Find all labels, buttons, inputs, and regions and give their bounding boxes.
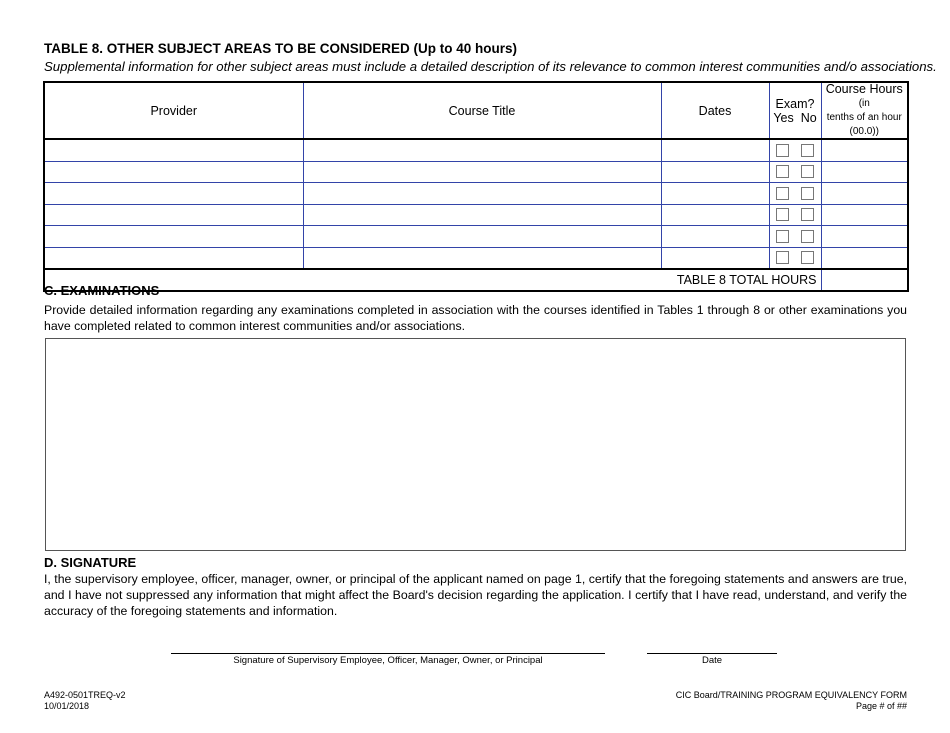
examinations-instructions: Provide detailed information regarding any examinations completed in association with the courses identified in Tables 1 through 8 or other examinations you have completed related to common interest communities and/or associations. <box>44 303 907 333</box>
table8-subtitle: Supplemental information for other subject areas must include a detailed description of its relevance to common interest communities and/o associations. <box>44 59 937 74</box>
course-title-cell[interactable] <box>303 183 661 205</box>
course-hours-label: Course Hours <box>825 82 903 96</box>
exam-yes-checkbox[interactable] <box>776 208 789 221</box>
course-title-cell[interactable] <box>303 161 661 183</box>
provider-cell[interactable] <box>44 183 303 205</box>
signature-statement: I, the supervisory employee, officer, manager, owner, or principal of the applicant named on page 1, certify that the foregoing statements and answers are true, and I have not suppressed any information that might affect the Board's decision regarding the application. I certify that I have read, understand, and verify the accuracy of the foregoing statements and information. <box>44 572 907 618</box>
dates-cell[interactable] <box>661 204 769 226</box>
dates-cell[interactable] <box>661 183 769 205</box>
table-row <box>44 161 908 183</box>
hours-cell[interactable] <box>821 247 908 269</box>
exam-cell <box>769 226 821 248</box>
exam-cell <box>769 204 821 226</box>
dates-cell[interactable] <box>661 247 769 269</box>
exam-cell <box>769 247 821 269</box>
hours-cell[interactable] <box>821 183 908 205</box>
exam-label: Exam? <box>775 96 815 111</box>
examinations-title: C. EXAMINATIONS <box>44 283 160 298</box>
dates-header: Dates <box>661 82 769 139</box>
course-title-cell[interactable] <box>303 139 661 161</box>
form-name: CIC Board/TRAINING PROGRAM EQUIVALENCY FORM <box>675 690 907 700</box>
table8 <box>43 81 909 292</box>
exam-cell <box>769 161 821 183</box>
exam-no-checkbox[interactable] <box>801 251 814 264</box>
dates-cell[interactable] <box>661 161 769 183</box>
exam-yes-label: Yes <box>773 110 794 125</box>
table-row <box>44 247 908 269</box>
form-date: 10/01/2018 <box>44 701 90 711</box>
table8-title: TABLE 8. OTHER SUBJECT AREAS TO BE CONSIDERED (Up to 40 hours) <box>44 41 518 56</box>
signature-line[interactable] <box>171 653 605 654</box>
provider-header: Provider <box>44 82 303 139</box>
exam-no-checkbox[interactable] <box>801 187 814 200</box>
exam-cell <box>769 183 821 205</box>
table-row <box>44 139 908 161</box>
hours-cell[interactable] <box>821 161 908 183</box>
course-hours-sub: tenths of an hour (00.0)) <box>826 112 902 137</box>
provider-cell[interactable] <box>44 139 303 161</box>
dates-cell[interactable] <box>661 139 769 161</box>
course-title-cell[interactable] <box>303 226 661 248</box>
table-row <box>44 204 908 226</box>
examinations-textarea[interactable] <box>45 338 906 551</box>
exam-no-label: No <box>800 110 817 125</box>
exam-yes-checkbox[interactable] <box>776 144 789 157</box>
table-row <box>44 226 908 248</box>
table-row <box>44 183 908 205</box>
provider-cell[interactable] <box>44 247 303 269</box>
provider-cell[interactable] <box>44 161 303 183</box>
exam-no-checkbox[interactable] <box>801 230 814 243</box>
exam-no-checkbox[interactable] <box>801 144 814 157</box>
dates-cell[interactable] <box>661 226 769 248</box>
page-number: Page # of ## <box>855 701 907 711</box>
hours-cell[interactable] <box>821 204 908 226</box>
exam-yes-checkbox[interactable] <box>776 230 789 243</box>
exam-no-checkbox[interactable] <box>801 208 814 221</box>
signature-title: D. SIGNATURE <box>44 555 137 570</box>
exam-no-checkbox[interactable] <box>801 165 814 178</box>
course-title-header: Course Title <box>303 82 661 139</box>
total-hours-cell[interactable] <box>821 269 908 291</box>
exam-yes-checkbox[interactable] <box>776 165 789 178</box>
form-code: A492-0501TREQ-v2 <box>44 690 126 700</box>
provider-cell[interactable] <box>44 226 303 248</box>
hours-cell[interactable] <box>821 226 908 248</box>
course-title-cell[interactable] <box>303 247 661 269</box>
course-hours-header <box>821 82 908 139</box>
exam-yes-checkbox[interactable] <box>776 251 789 264</box>
exam-header <box>769 82 821 139</box>
exam-cell <box>769 139 821 161</box>
date-line[interactable] <box>647 653 777 654</box>
total-row <box>44 269 908 291</box>
signature-label: Signature of Supervisory Employee, Officer, Manager, Owner, or Principal <box>233 655 543 666</box>
course-title-cell[interactable] <box>303 204 661 226</box>
date-label: Date <box>701 655 723 666</box>
provider-cell[interactable] <box>44 204 303 226</box>
total-hours-label: TABLE 8 TOTAL HOURS <box>44 269 821 291</box>
course-hours-in: (in <box>858 98 870 109</box>
exam-yes-checkbox[interactable] <box>776 187 789 200</box>
hours-cell[interactable] <box>821 139 908 161</box>
